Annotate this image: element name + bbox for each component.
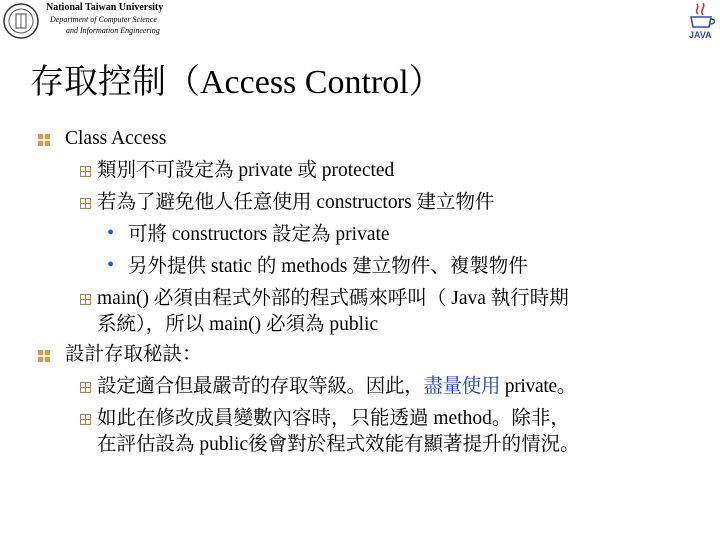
item-constructors: 若為了避免他人任意使用 constructors 建立物件 <box>97 192 495 213</box>
java-logo-text: JAVA <box>689 30 712 40</box>
bullet-level2-icon <box>80 294 91 305</box>
ntu-seal-icon <box>3 3 39 39</box>
java-logo-icon <box>684 0 720 40</box>
item-static-methods: 另外提供 static 的 methods 建立物件、複製物件 <box>128 256 528 277</box>
bullet-level2-icon <box>80 414 91 425</box>
slide-header <box>0 0 720 48</box>
item-main-external: main() 必須由程式外部的程式碼來呼叫（ Java 執行時期 <box>97 288 569 309</box>
item-design-tips: 設計存取秘訣： <box>65 344 202 365</box>
university-name: National Taiwan University <box>46 2 164 13</box>
item-class-modifier: 類別不可設定為 private 或 protected <box>97 160 395 181</box>
item-modify-via-method: 如此在修改成員變數內容時，只能透過 method。除非， <box>97 408 570 429</box>
department-line2: and Information Engineering <box>66 26 160 35</box>
item-strict-access-post: private。 <box>500 376 577 397</box>
bullet-level2-icon <box>80 198 91 209</box>
item-class-access: Class Access <box>65 128 167 149</box>
item-strict-access <box>97 375 576 399</box>
item-private-constructors: 可將 constructors 設定為 private <box>128 224 390 245</box>
item-performance-exception: 在評估設為 public後會對於程式效能有顯著提升的情況。 <box>97 434 580 455</box>
bullet-level1-icon <box>38 350 50 362</box>
item-strict-access-highlight: 盡量使用 <box>423 376 501 397</box>
bullet-level3-icon: • <box>107 222 115 244</box>
bullet-level1-icon <box>38 134 50 146</box>
bullet-level2-icon <box>80 382 91 393</box>
bullet-level3-icon: • <box>107 254 115 276</box>
bullet-level2-icon <box>80 166 91 177</box>
item-main-public: 系統），所以 main() 必須為 public <box>97 314 379 335</box>
department-line1: Department of Computer Science <box>50 15 157 24</box>
item-strict-access-pre: 設定適合但最嚴苛的存取等級。因此， <box>97 376 424 397</box>
slide-title: 存取控制（Access Control） <box>30 64 443 101</box>
